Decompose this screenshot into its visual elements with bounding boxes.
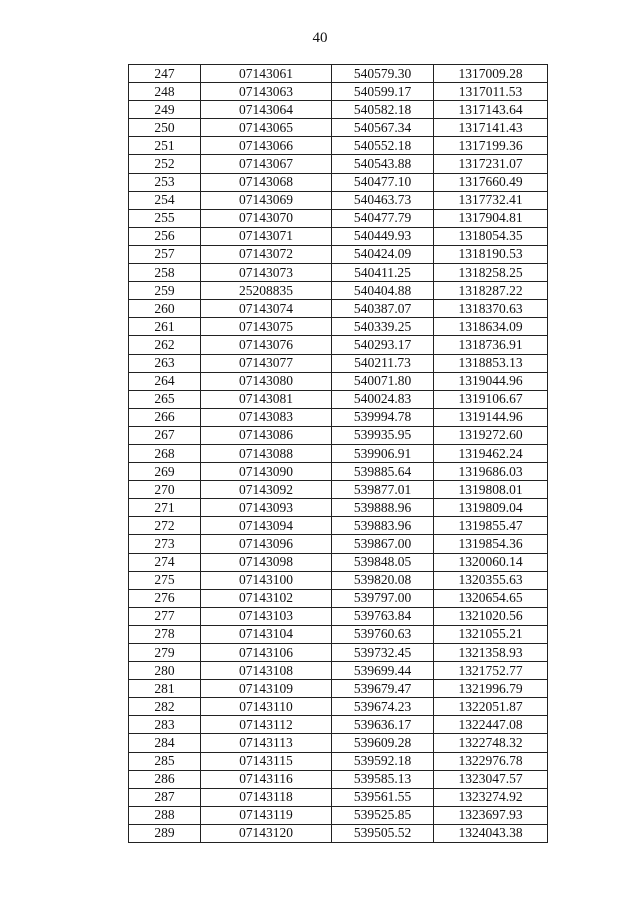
point-id-cell: 07143092 <box>201 481 332 499</box>
row-number-cell: 253 <box>129 173 201 191</box>
table-row <box>129 644 548 662</box>
x-coordinate-cell: 539867.00 <box>332 535 434 553</box>
row-number-cell: 254 <box>129 191 201 209</box>
table-row <box>129 607 548 625</box>
point-id-cell: 07143063 <box>201 83 332 101</box>
x-coordinate-cell: 539699.44 <box>332 662 434 680</box>
y-coordinate-cell: 1317143.64 <box>434 101 548 119</box>
y-coordinate-cell: 1323047.57 <box>434 770 548 788</box>
table-row <box>129 553 548 571</box>
row-number-cell: 268 <box>129 444 201 462</box>
point-id-cell: 07143073 <box>201 264 332 282</box>
row-number-cell: 267 <box>129 426 201 444</box>
point-id-cell: 07143116 <box>201 770 332 788</box>
row-number-cell: 282 <box>129 698 201 716</box>
x-coordinate-cell: 539935.95 <box>332 426 434 444</box>
table-row <box>129 571 548 589</box>
table-row <box>129 209 548 227</box>
table-row <box>129 463 548 481</box>
y-coordinate-cell: 1317904.81 <box>434 209 548 227</box>
row-number-cell: 264 <box>129 372 201 390</box>
page-number: 40 <box>312 30 328 46</box>
point-id-cell: 07143120 <box>201 824 332 842</box>
point-id-cell: 07143081 <box>201 390 332 408</box>
x-coordinate-cell: 539797.00 <box>332 589 434 607</box>
point-id-cell: 07143109 <box>201 680 332 698</box>
point-id-cell: 07143106 <box>201 644 332 662</box>
table-row <box>129 680 548 698</box>
point-id-cell: 07143102 <box>201 589 332 607</box>
row-number-cell: 255 <box>129 209 201 227</box>
x-coordinate-cell: 539636.17 <box>332 716 434 734</box>
y-coordinate-cell: 1321055.21 <box>434 625 548 643</box>
x-coordinate-cell: 540552.18 <box>332 137 434 155</box>
x-coordinate-cell: 539994.78 <box>332 408 434 426</box>
y-coordinate-cell: 1317011.53 <box>434 83 548 101</box>
y-coordinate-cell: 1317199.36 <box>434 137 548 155</box>
point-id-cell: 07143110 <box>201 698 332 716</box>
table-row <box>129 625 548 643</box>
x-coordinate-cell: 539877.01 <box>332 481 434 499</box>
coordinates-table <box>128 64 548 843</box>
x-coordinate-cell: 540071.80 <box>332 372 434 390</box>
table-row <box>129 444 548 462</box>
x-coordinate-cell: 540579.30 <box>332 65 434 83</box>
y-coordinate-cell: 1318634.09 <box>434 318 548 336</box>
point-id-cell: 07143071 <box>201 227 332 245</box>
row-number-cell: 279 <box>129 644 201 662</box>
point-id-cell: 07143077 <box>201 354 332 372</box>
x-coordinate-cell: 539674.23 <box>332 698 434 716</box>
row-number-cell: 273 <box>129 535 201 553</box>
x-coordinate-cell: 540567.34 <box>332 119 434 137</box>
point-id-cell: 07143115 <box>201 752 332 770</box>
row-number-cell: 256 <box>129 227 201 245</box>
point-id-cell: 07143068 <box>201 173 332 191</box>
point-id-cell: 07143070 <box>201 209 332 227</box>
table-row <box>129 65 548 83</box>
y-coordinate-cell: 1319809.04 <box>434 499 548 517</box>
y-coordinate-cell: 1321358.93 <box>434 644 548 662</box>
table-row <box>129 788 548 806</box>
row-number-cell: 283 <box>129 716 201 734</box>
row-number-cell: 251 <box>129 137 201 155</box>
x-coordinate-cell: 540477.79 <box>332 209 434 227</box>
table-row <box>129 517 548 535</box>
x-coordinate-cell: 540339.25 <box>332 318 434 336</box>
x-coordinate-cell: 539760.63 <box>332 625 434 643</box>
x-coordinate-cell: 540387.07 <box>332 300 434 318</box>
row-number-cell: 271 <box>129 499 201 517</box>
y-coordinate-cell: 1319462.24 <box>434 444 548 462</box>
row-number-cell: 278 <box>129 625 201 643</box>
row-number-cell: 263 <box>129 354 201 372</box>
table-row <box>129 752 548 770</box>
point-id-cell: 07143098 <box>201 553 332 571</box>
x-coordinate-cell: 539505.52 <box>332 824 434 842</box>
table-row <box>129 282 548 300</box>
row-number-cell: 270 <box>129 481 201 499</box>
x-coordinate-cell: 540599.17 <box>332 83 434 101</box>
table-row <box>129 83 548 101</box>
table-row <box>129 662 548 680</box>
y-coordinate-cell: 1322976.78 <box>434 752 548 770</box>
row-number-cell: 248 <box>129 83 201 101</box>
y-coordinate-cell: 1318736.91 <box>434 336 548 354</box>
table-row <box>129 408 548 426</box>
row-number-cell: 289 <box>129 824 201 842</box>
table-row <box>129 734 548 752</box>
point-id-cell: 07143093 <box>201 499 332 517</box>
y-coordinate-cell: 1322447.08 <box>434 716 548 734</box>
x-coordinate-cell: 540293.17 <box>332 336 434 354</box>
table-row <box>129 481 548 499</box>
table-row <box>129 137 548 155</box>
x-coordinate-cell: 539609.28 <box>332 734 434 752</box>
y-coordinate-cell: 1318258.25 <box>434 264 548 282</box>
point-id-cell: 07143104 <box>201 625 332 643</box>
x-coordinate-cell: 539561.55 <box>332 788 434 806</box>
x-coordinate-cell: 539732.45 <box>332 644 434 662</box>
point-id-cell: 07143080 <box>201 372 332 390</box>
point-id-cell: 07143088 <box>201 444 332 462</box>
table-row <box>129 770 548 788</box>
point-id-cell: 07143096 <box>201 535 332 553</box>
y-coordinate-cell: 1319144.96 <box>434 408 548 426</box>
x-coordinate-cell: 540477.10 <box>332 173 434 191</box>
x-coordinate-cell: 539888.96 <box>332 499 434 517</box>
y-coordinate-cell: 1319272.60 <box>434 426 548 444</box>
row-number-cell: 250 <box>129 119 201 137</box>
table-row <box>129 336 548 354</box>
point-id-cell: 07143076 <box>201 336 332 354</box>
row-number-cell: 281 <box>129 680 201 698</box>
table-row <box>129 245 548 263</box>
x-coordinate-cell: 539848.05 <box>332 553 434 571</box>
row-number-cell: 252 <box>129 155 201 173</box>
x-coordinate-cell: 540024.83 <box>332 390 434 408</box>
y-coordinate-cell: 1317231.07 <box>434 155 548 173</box>
y-coordinate-cell: 1319686.03 <box>434 463 548 481</box>
table-row <box>129 264 548 282</box>
point-id-cell: 07143103 <box>201 607 332 625</box>
point-id-cell: 07143065 <box>201 119 332 137</box>
table-row <box>129 390 548 408</box>
row-number-cell: 280 <box>129 662 201 680</box>
x-coordinate-cell: 540449.93 <box>332 227 434 245</box>
point-id-cell: 07143112 <box>201 716 332 734</box>
point-id-cell: 07143069 <box>201 191 332 209</box>
table-row <box>129 824 548 842</box>
y-coordinate-cell: 1317732.41 <box>434 191 548 209</box>
point-id-cell: 07143067 <box>201 155 332 173</box>
table-row <box>129 300 548 318</box>
y-coordinate-cell: 1319044.96 <box>434 372 548 390</box>
row-number-cell: 262 <box>129 336 201 354</box>
y-coordinate-cell: 1322051.87 <box>434 698 548 716</box>
y-coordinate-cell: 1318853.13 <box>434 354 548 372</box>
row-number-cell: 284 <box>129 734 201 752</box>
row-number-cell: 259 <box>129 282 201 300</box>
y-coordinate-cell: 1318287.22 <box>434 282 548 300</box>
row-number-cell: 266 <box>129 408 201 426</box>
y-coordinate-cell: 1319106.67 <box>434 390 548 408</box>
x-coordinate-cell: 540404.88 <box>332 282 434 300</box>
y-coordinate-cell: 1320060.14 <box>434 553 548 571</box>
y-coordinate-cell: 1318190.53 <box>434 245 548 263</box>
row-number-cell: 277 <box>129 607 201 625</box>
table-row <box>129 806 548 824</box>
row-number-cell: 260 <box>129 300 201 318</box>
point-id-cell: 07143100 <box>201 571 332 589</box>
row-number-cell: 274 <box>129 553 201 571</box>
x-coordinate-cell: 540463.73 <box>332 191 434 209</box>
row-number-cell: 247 <box>129 65 201 83</box>
y-coordinate-cell: 1323274.92 <box>434 788 548 806</box>
table-row <box>129 227 548 245</box>
point-id-cell: 07143118 <box>201 788 332 806</box>
point-id-cell: 07143066 <box>201 137 332 155</box>
table-row <box>129 354 548 372</box>
row-number-cell: 261 <box>129 318 201 336</box>
point-id-cell: 07143072 <box>201 245 332 263</box>
row-number-cell: 287 <box>129 788 201 806</box>
y-coordinate-cell: 1320654.65 <box>434 589 548 607</box>
point-id-cell: 07143090 <box>201 463 332 481</box>
x-coordinate-cell: 539763.84 <box>332 607 434 625</box>
point-id-cell: 07143075 <box>201 318 332 336</box>
point-id-cell: 25208835 <box>201 282 332 300</box>
y-coordinate-cell: 1319855.47 <box>434 517 548 535</box>
x-coordinate-cell: 540424.09 <box>332 245 434 263</box>
row-number-cell: 275 <box>129 571 201 589</box>
x-coordinate-cell: 539906.91 <box>332 444 434 462</box>
y-coordinate-cell: 1317009.28 <box>434 65 548 83</box>
table-row <box>129 698 548 716</box>
x-coordinate-cell: 540582.18 <box>332 101 434 119</box>
y-coordinate-cell: 1321752.77 <box>434 662 548 680</box>
x-coordinate-cell: 539525.85 <box>332 806 434 824</box>
y-coordinate-cell: 1317660.49 <box>434 173 548 191</box>
y-coordinate-cell: 1318054.35 <box>434 227 548 245</box>
row-number-cell: 265 <box>129 390 201 408</box>
table-row <box>129 155 548 173</box>
x-coordinate-cell: 540211.73 <box>332 354 434 372</box>
row-number-cell: 249 <box>129 101 201 119</box>
point-id-cell: 07143083 <box>201 408 332 426</box>
table-row <box>129 372 548 390</box>
x-coordinate-cell: 539820.08 <box>332 571 434 589</box>
row-number-cell: 288 <box>129 806 201 824</box>
table-row <box>129 426 548 444</box>
point-id-cell: 07143064 <box>201 101 332 119</box>
y-coordinate-cell: 1323697.93 <box>434 806 548 824</box>
table-row <box>129 119 548 137</box>
table-row <box>129 101 548 119</box>
y-coordinate-cell: 1322748.32 <box>434 734 548 752</box>
row-number-cell: 258 <box>129 264 201 282</box>
point-id-cell: 07143094 <box>201 517 332 535</box>
y-coordinate-cell: 1319808.01 <box>434 481 548 499</box>
table-row <box>129 191 548 209</box>
table-row <box>129 499 548 517</box>
row-number-cell: 269 <box>129 463 201 481</box>
table-row <box>129 716 548 734</box>
row-number-cell: 285 <box>129 752 201 770</box>
y-coordinate-cell: 1321020.56 <box>434 607 548 625</box>
x-coordinate-cell: 540411.25 <box>332 264 434 282</box>
table-row <box>129 589 548 607</box>
table-row <box>129 318 548 336</box>
point-id-cell: 07143113 <box>201 734 332 752</box>
x-coordinate-cell: 539679.47 <box>332 680 434 698</box>
table-body <box>129 65 548 843</box>
x-coordinate-cell: 540543.88 <box>332 155 434 173</box>
table-row <box>129 173 548 191</box>
y-coordinate-cell: 1318370.63 <box>434 300 548 318</box>
row-number-cell: 257 <box>129 245 201 263</box>
row-number-cell: 276 <box>129 589 201 607</box>
x-coordinate-cell: 539585.13 <box>332 770 434 788</box>
y-coordinate-cell: 1320355.63 <box>434 571 548 589</box>
y-coordinate-cell: 1319854.36 <box>434 535 548 553</box>
x-coordinate-cell: 539883.96 <box>332 517 434 535</box>
point-id-cell: 07143086 <box>201 426 332 444</box>
point-id-cell: 07143061 <box>201 65 332 83</box>
point-id-cell: 07143074 <box>201 300 332 318</box>
y-coordinate-cell: 1324043.38 <box>434 824 548 842</box>
x-coordinate-cell: 539592.18 <box>332 752 434 770</box>
x-coordinate-cell: 539885.64 <box>332 463 434 481</box>
row-number-cell: 272 <box>129 517 201 535</box>
y-coordinate-cell: 1321996.79 <box>434 680 548 698</box>
point-id-cell: 07143119 <box>201 806 332 824</box>
y-coordinate-cell: 1317141.43 <box>434 119 548 137</box>
row-number-cell: 286 <box>129 770 201 788</box>
table-row <box>129 535 548 553</box>
point-id-cell: 07143108 <box>201 662 332 680</box>
